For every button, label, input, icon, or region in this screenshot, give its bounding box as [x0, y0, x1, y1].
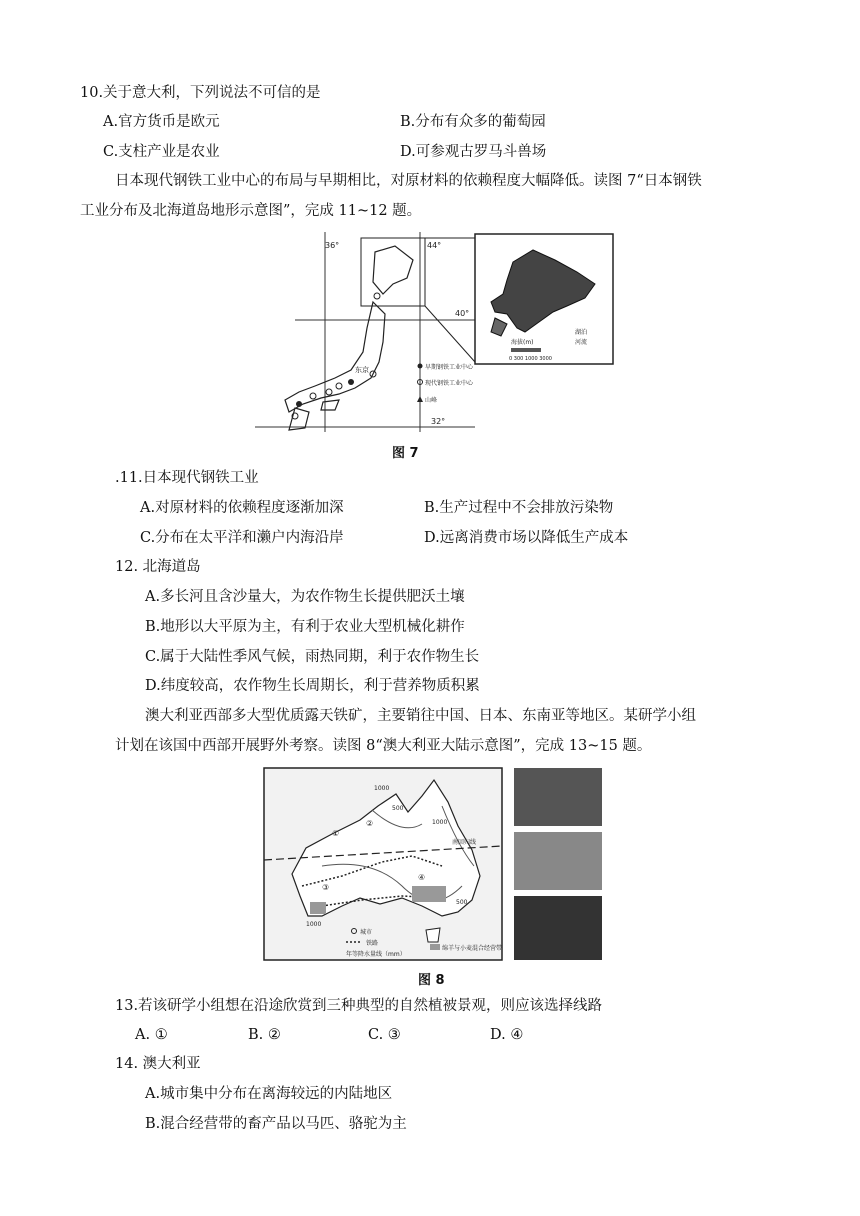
route-1-label: ① [332, 829, 340, 838]
intro7-line1: 日本现代钢铁工业中心的布局与早期相比，对原材料的依赖程度大幅降低。读图 7“日本钢铁 [115, 173, 702, 189]
q12-option-a: A.多长河且含沙量大，为农作物生长提供肥沃土壤 [145, 589, 465, 605]
q11-stem: .11.日本现代钢铁工业 [115, 470, 259, 486]
q14-option-a: A.城市集中分布在离海较远的内陆地区 [145, 1086, 393, 1102]
photo-3 [514, 896, 602, 960]
q10-option-b: B.分布有众多的葡萄园 [400, 114, 546, 130]
q10-stem: 10.关于意大利，下列说法不可信的是 [80, 85, 321, 101]
photo-1 [514, 768, 602, 826]
legend-peak: 山峰 [425, 397, 438, 404]
q11-option-b: B.生产过程中不会排放污染物 [424, 500, 614, 516]
isohyet-label: 1000 [306, 921, 322, 928]
lat-36-label: 36° [325, 241, 340, 250]
q14-option-b: B.混合经营带的畜产品以马匹、骆驼为主 [145, 1116, 407, 1132]
figure-7-caption: 图 7 [392, 446, 419, 461]
inset-scale: 0 300 1000 3000 [509, 356, 552, 362]
route-3-label: ③ [322, 883, 330, 892]
legend-city: 城市 [360, 929, 373, 936]
isohyet-label: 1000 [432, 819, 448, 826]
legend-railway: 铁路 [366, 940, 379, 947]
legend-mixed: 绵羊与小麦混合经营带 [442, 945, 503, 952]
lat-32-label: 32° [431, 417, 446, 426]
q13-option-c: C. ③ [368, 1027, 401, 1043]
inset-scale-title: 海拔(m) [511, 339, 534, 346]
q10-option-c: C.支柱产业是农业 [103, 144, 220, 160]
figure-8 [262, 766, 607, 962]
legend-mixed-icon [430, 944, 440, 950]
mixed-farming-belt [412, 886, 446, 902]
q10-option-d: D.可参观古罗马斗兽场 [400, 144, 547, 160]
route-2-label: ② [366, 819, 374, 828]
figure-8-caption: 图 8 [418, 973, 445, 988]
intro7-line2: 工业分布及北海道岛地形示意图”，完成 11~12 题。 [80, 203, 422, 219]
inset-legend-lake: 湖泊 [575, 329, 588, 336]
figure-7 [255, 232, 615, 457]
tokyo-label: 东京 [355, 366, 369, 374]
q11-option-a: A.对原材料的依赖程度逐渐加深 [140, 500, 344, 516]
inset-legend-river: 河流 [575, 339, 588, 346]
q14-stem: 14. 澳大利亚 [115, 1056, 201, 1072]
legend-early: 早期钢铁工业中心 [425, 364, 474, 371]
mountain-icon [417, 396, 423, 402]
q13-stem: 13.若该研学小组想在沿途欣赏到三种典型的自然植被景观，则应该选择线路 [115, 998, 603, 1014]
lat-40-label: 40° [455, 309, 470, 318]
isohyet-label: 500 [456, 899, 468, 906]
q12-option-c: C.属于大陆性季风气候，雨热同期，利于农作物生长 [145, 649, 480, 665]
q13-option-a: A. ① [135, 1027, 168, 1043]
q10-option-a: A.官方货币是欧元 [103, 114, 220, 130]
route-4-label: ④ [418, 873, 426, 882]
legend-early-icon [418, 364, 423, 369]
q13-option-d: D. ④ [490, 1027, 524, 1043]
isohyet-label: 500 [392, 805, 404, 812]
q12-stem: 12. 北海道岛 [115, 559, 201, 575]
intro8-line1: 澳大利亚西部多大型优质露天铁矿，主要销往中国、日本、东南亚等地区。某研学小组 [145, 708, 696, 724]
q13-option-b: B. ② [248, 1027, 281, 1043]
q11-option-d: D.远离消费市场以降低生产成本 [424, 530, 629, 546]
tropic-label: 南回归线 [452, 839, 477, 846]
lat-44-label: 44° [427, 241, 442, 250]
q11-option-c: C.分布在太平洋和濑户内海沿岸 [140, 530, 344, 546]
q12-option-b: B.地形以大平原为主，有利于农业大型机械化耕作 [145, 619, 465, 635]
legend-isohyet: 年等降水量线（mm） [346, 951, 406, 958]
photo-2 [514, 832, 602, 890]
isohyet-label: 1000 [374, 785, 390, 792]
legend-modern: 现代钢铁工业中心 [425, 380, 474, 387]
intro8-line2: 计划在该国中西部开展野外考察。读图 8“澳大利亚大陆示意图”，完成 13~15 题。 [115, 738, 652, 754]
mixed-farming-belt [310, 902, 326, 914]
q12-option-d: D.纬度较高，农作物生长周期长，利于营养物质积累 [145, 678, 480, 694]
